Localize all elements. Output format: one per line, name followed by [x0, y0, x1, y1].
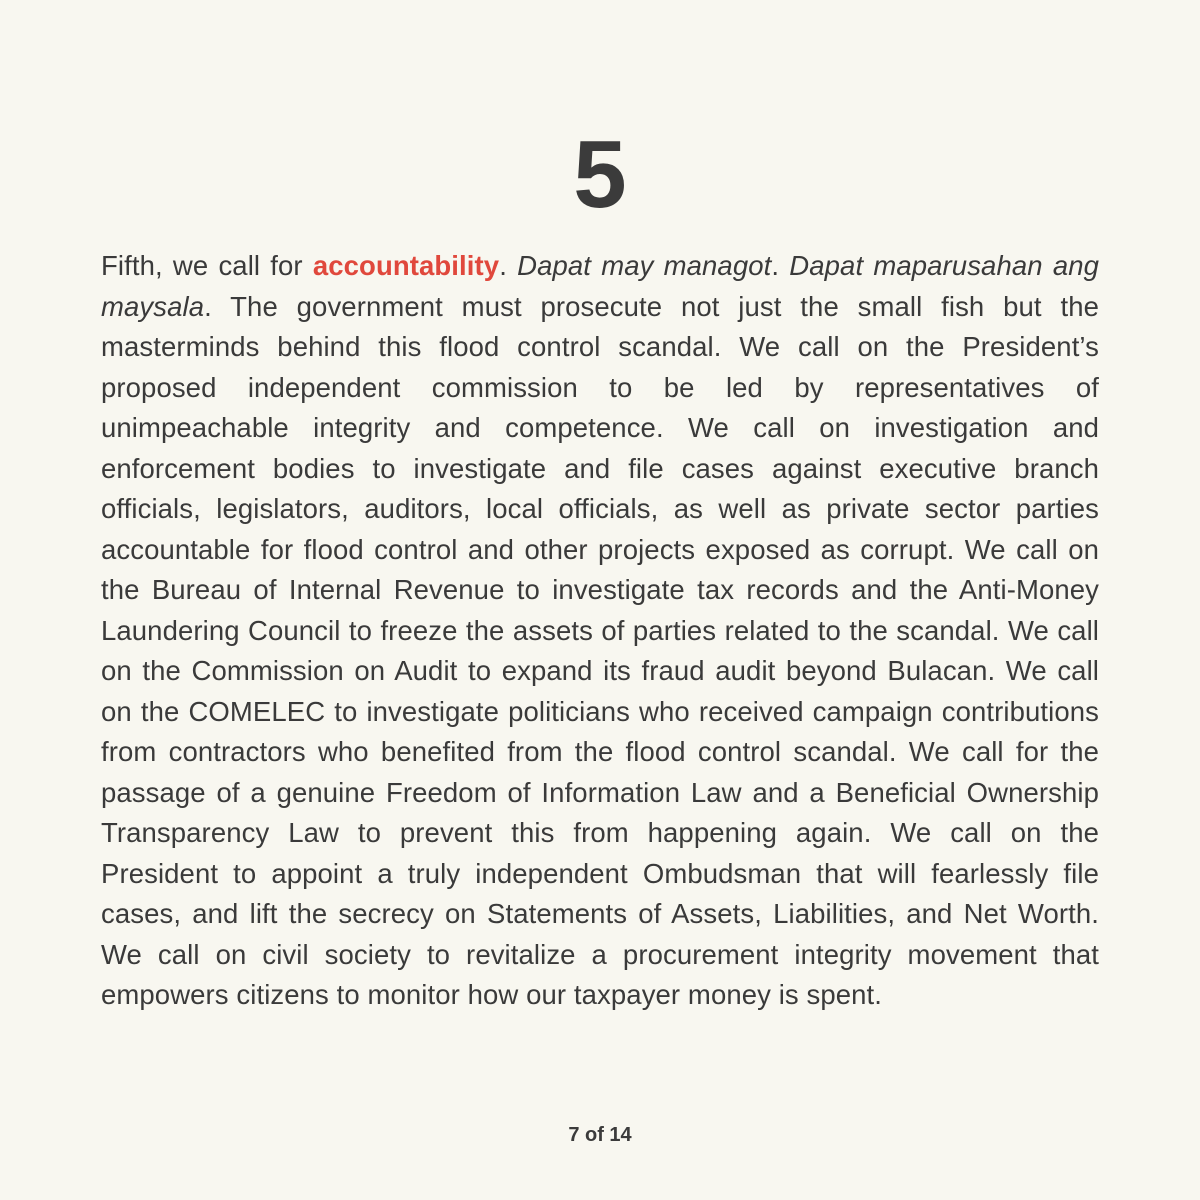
section-number: 5: [573, 121, 627, 228]
body-paragraph: [101, 246, 1099, 1016]
paragraph-separator-2: .: [771, 250, 790, 281]
italic-phrase-2: Dapat maparusahan ang maysala: [101, 250, 1099, 322]
italic-phrase-1: Dapat may managot: [517, 250, 772, 281]
keyword-accountability: accountability: [312, 250, 500, 281]
paragraph-separator: .: [499, 250, 518, 281]
paragraph-lead: Fifth, we call for: [101, 250, 313, 281]
paragraph-rest: . The government must prosecute not just the small fish but the masterminds behind this flood control scandal. We call on the President’s proposed independent commission to be led by representatives of unimpeachable integrity and competence. We call on investigation and enforcement bodies to investigate and file cases against executive branch officials, legislators, auditors, local officials, as well as private sector parties accountable for flood control and other projects exposed as corrupt. We call on the Bureau of Internal Revenue to investigate tax records and the Anti-Money Laundering Council to freeze the assets of parties related to the scandal. We call on the Commission on Audit to expand its fraud audit beyond Bulacan. We call on the COMELEC to investigate politicians who received campaign contributions from contractors who benefited from the flood control scandal. We call for the passage of a genuine Freedom of Information Law and a Beneficial Ownership Transparency Law to prevent this from happening again. We call on the President to appoint a truly independent Ombudsman that will fearlessly file cases, and lift the secrecy on Statements of Assets, Liabilities, and Net Worth. We call on civil society to revitalize a procurement integrity movement that empowers citizens to monitor how our taxpayer money is spent.: [101, 290, 1099, 1010]
page-indicator: 7 of 14: [568, 1124, 632, 1146]
